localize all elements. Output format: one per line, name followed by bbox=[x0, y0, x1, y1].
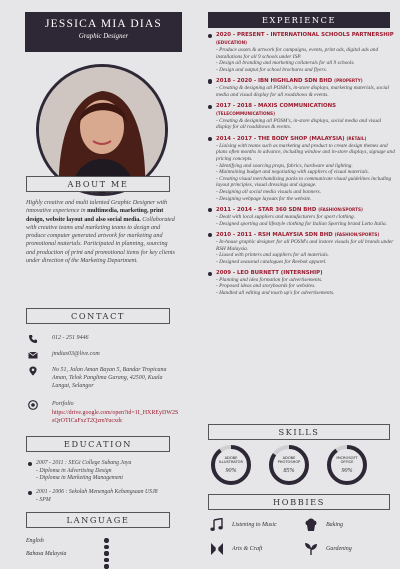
job-entry bbox=[208, 32, 396, 73]
skill-ring bbox=[268, 444, 310, 486]
language-row-english bbox=[26, 538, 44, 544]
job-title: 2017 - 2018 - MAXIS COMMUNICATIONS (TELECOMMUNICATIONS) bbox=[216, 102, 336, 116]
job-duty: - Designing all social media visuals and banners. bbox=[216, 188, 322, 195]
skill-photoshop bbox=[268, 444, 310, 486]
job-duty: - In-house graphic designer for all POSM's and instore visuals for all brands under RSH Malaysia. bbox=[216, 239, 394, 252]
job-duty: - Proposed ideas and storyboards for websites. bbox=[216, 283, 316, 290]
job-duty: - Liased with printers and suppliers for all materials. bbox=[216, 252, 329, 259]
language-heading: LANGUAGE bbox=[26, 512, 170, 528]
job-duty: - Creating & designing all POSM's, in-store displays, marketing materials, social media and visual display for all roadshows & events. bbox=[216, 85, 390, 98]
about-text-part2: Collaborated with creative teams and marketing teams to design and produce computer generated artwork for marketing and promotional materials. Participated in planning, sourcing and production of print and promotional items for key clients under direction of the Marketing Department. bbox=[26, 216, 176, 265]
job-duty: - Maintaining budget and negotiating with suppliers of visual materials. bbox=[216, 169, 370, 176]
skill-percent: 90% bbox=[225, 468, 237, 474]
job-entry bbox=[208, 270, 396, 297]
bullet-dot bbox=[208, 34, 212, 38]
job-duty: - Creating & designing all POSM's, in-store displays, social media and visual display for all roadshows & events. bbox=[216, 117, 382, 131]
arts-craft-icon bbox=[210, 542, 224, 556]
address-text: No 51, Jalan Aman Bayan 5, Bandar Tropicana Aman, Telok Panglima Garang, 42500, Kuala Langat, Selangor bbox=[52, 367, 167, 389]
hobbies-heading: HOBBIES bbox=[208, 494, 390, 510]
job-title: 2011 - 2014 - STAR 360 SDN BHD (FASHION/SPORTS) bbox=[216, 207, 363, 214]
location-icon bbox=[28, 366, 38, 376]
skill-name: ILLUSTRATOR bbox=[218, 460, 244, 465]
bullet-dot bbox=[208, 79, 212, 83]
baking-icon bbox=[304, 518, 318, 532]
hobby-label: Gardening bbox=[326, 546, 352, 552]
about-text-highlight: multimedia, marketing, print design, website layout and also social media. bbox=[26, 208, 164, 223]
bullet-dot bbox=[208, 233, 212, 237]
job-title: 2014 - 2017 - THE BODY SHOP (MALAYSIA) (RETAIL) bbox=[216, 135, 367, 142]
skill-office bbox=[326, 444, 368, 486]
about-text bbox=[26, 199, 178, 265]
job-duty: - Designed seasonal catalogues for Reebok apparel. bbox=[216, 259, 327, 266]
left-column bbox=[0, 0, 198, 569]
job-entry bbox=[208, 135, 396, 202]
job-title: 2018 - 2020 - IBN HIGHLAND SDN BHD (PROPERTY) bbox=[216, 78, 363, 85]
bullet-dot bbox=[208, 137, 212, 141]
education-line: 2007 - 2011 : SEGi College Subang Jaya bbox=[36, 460, 132, 466]
bullet-dot bbox=[28, 462, 32, 466]
job-duty: - Design and output for school brochures and flyers. bbox=[216, 66, 327, 73]
skill-percent: 90% bbox=[341, 468, 353, 474]
phone-number: 012 - 251 9446 bbox=[52, 335, 89, 341]
bullet-dot bbox=[208, 105, 212, 109]
skill-name: ADOBE bbox=[282, 456, 296, 460]
skill-name: ADOBE bbox=[224, 456, 238, 460]
education-item bbox=[28, 460, 193, 483]
job-title: 2010 - 2011 - RSH MALAYSIA SDN BHD (FASHION/SPORTS) bbox=[216, 232, 380, 239]
portfolio-link[interactable]: https://drive.google.com/open?id=1I_HXREyDW2SsQrOTICaFxzT2QzmYucxdc bbox=[52, 410, 179, 424]
hobby-label: Arts & Craft bbox=[232, 546, 263, 552]
skill-illustrator bbox=[210, 444, 252, 486]
skill-ring bbox=[210, 444, 252, 486]
portfolio-label: Portfolio bbox=[52, 401, 74, 407]
hobby-label: Listening to Music bbox=[232, 522, 277, 528]
name-banner bbox=[25, 12, 182, 52]
email-icon bbox=[28, 350, 38, 360]
email-address[interactable]: jmdias03@live.com bbox=[52, 351, 100, 357]
right-column bbox=[200, 0, 400, 569]
job-title: 2009 - LEO BURNETT (INTERNSHIP) bbox=[216, 269, 323, 276]
portfolio-icon bbox=[28, 400, 38, 410]
skill-ring bbox=[326, 444, 368, 486]
job-duty: - Handled all editing and touch up's for advertisements. bbox=[216, 289, 335, 296]
phone-icon bbox=[28, 334, 38, 344]
language-level bbox=[104, 551, 118, 569]
job-duty: - Design all branding and marketing collaterals for all 9 schools. bbox=[216, 60, 355, 67]
hobby-label: Baking bbox=[326, 522, 343, 528]
education-line: - SPM bbox=[36, 496, 51, 503]
job-duty: - Designing webpage layouts for the website. bbox=[216, 195, 312, 202]
about-text-part1: Highly creative and multi talented Graphic Designer with innovative experience in bbox=[26, 200, 168, 215]
contact-heading: CONTACT bbox=[26, 308, 170, 324]
about-heading: ABOUT ME bbox=[26, 176, 170, 192]
profile-photo-image bbox=[39, 67, 165, 193]
job-entry bbox=[208, 231, 396, 265]
job-duty: - Produce assets & artwork for campaigns, events, print ads, digital ads and installations for all 9 schools under ISP. bbox=[216, 47, 379, 60]
job-duty: - Liaising with teams such as marketing and product to create design themes and plans often months in advance, including window and in-store displays, signage and pricing concepts. bbox=[216, 142, 395, 162]
job-entry bbox=[208, 103, 396, 131]
skill-name: MICROSOFT bbox=[336, 456, 358, 460]
language-row-bahasa bbox=[26, 551, 66, 557]
education-line: - Diploma in Advertising Design bbox=[36, 467, 112, 474]
job-role: Graphic Designer bbox=[78, 33, 129, 40]
language-name: English bbox=[26, 538, 44, 544]
experience-heading: EXPERIENCE bbox=[208, 12, 390, 28]
bullet-dot bbox=[208, 208, 212, 212]
bullet-dot bbox=[208, 272, 212, 276]
education-line: - Diploma in Marketing Management bbox=[36, 475, 123, 481]
education-line: 2001 - 2006 : Sekolah Menengah Kebangsaan USJ8 bbox=[36, 489, 158, 495]
skill-name: OFFICE bbox=[340, 460, 354, 465]
skills-heading: SKILLS bbox=[208, 424, 390, 440]
education-item bbox=[28, 489, 193, 504]
job-duty: - Dealt with local suppliers and manufacturers for sport clothing. bbox=[216, 214, 355, 221]
gardening-icon bbox=[304, 542, 318, 556]
music-icon bbox=[210, 518, 224, 532]
bullet-dot bbox=[28, 491, 32, 495]
language-name: Bahasa Malaysia bbox=[26, 551, 67, 557]
job-title: 2020 - PRESENT - INTERNATIONAL SCHOOLS PARTNERSHIP (EDUCATION) bbox=[216, 32, 394, 45]
job-duty: - Identifying and sourcing props, fabrics, hardware and lighting. bbox=[216, 162, 353, 169]
education-heading: EDUCATION bbox=[26, 436, 170, 452]
job-entry bbox=[208, 77, 396, 98]
job-duty: - Designed sporting and lifestyle clothing for Italian Sporting brand Lotto Italia. bbox=[216, 220, 387, 227]
job-duty: - Creating visual merchandising packs to communicate visual guidelines including layout principles, visual dressings and signage. bbox=[216, 175, 392, 189]
full-name: JESSICA MIA DIAS bbox=[45, 18, 162, 30]
skill-name: PHOTOSHOP bbox=[277, 460, 301, 465]
job-entry bbox=[208, 206, 396, 227]
experience-list bbox=[208, 32, 396, 300]
job-duty: - Planning and idea formation for advertisements. bbox=[216, 276, 323, 283]
skill-percent: 85% bbox=[283, 468, 295, 474]
